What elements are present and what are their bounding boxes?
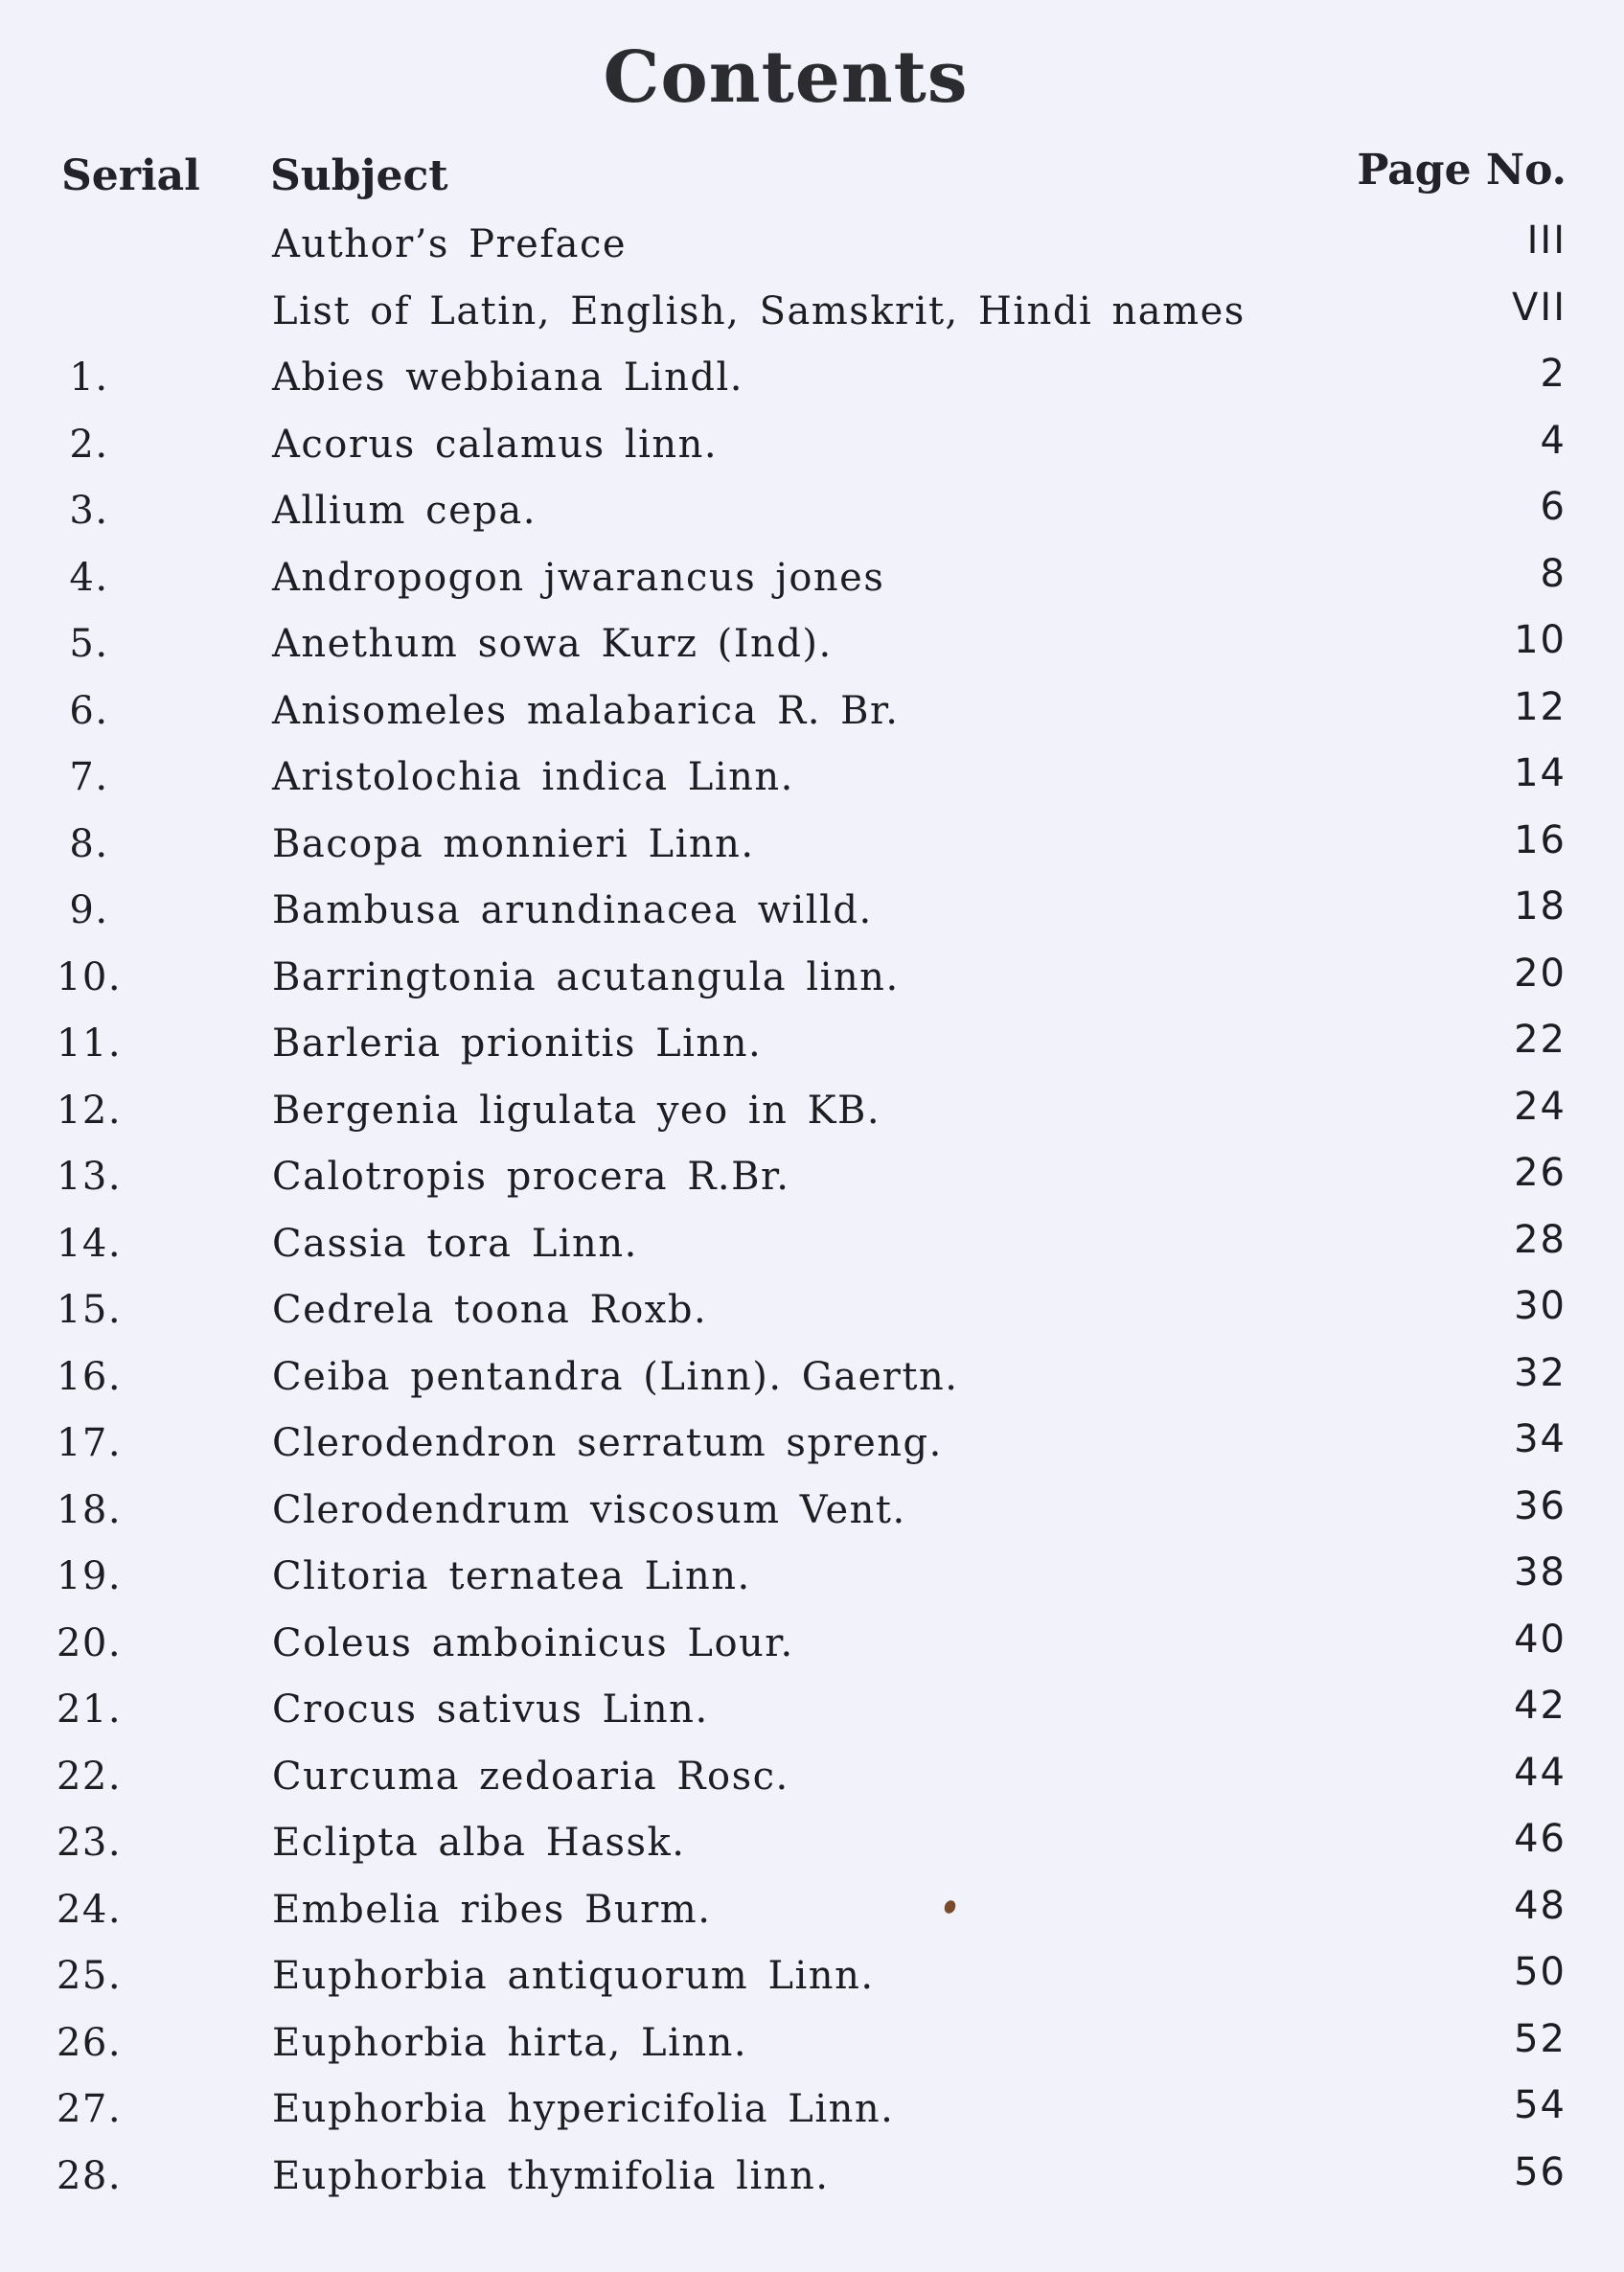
page-number: 52 [1514, 2016, 1567, 2061]
subject-text: Ceiba pentandra (Linn). Gaertn. [272, 1354, 959, 1399]
contents-row [0, 344, 1624, 411]
serial-number: 4. [69, 555, 109, 600]
contents-row [0, 1743, 1624, 1810]
contents-row [0, 1343, 1624, 1411]
serial-number: 23. [56, 1821, 123, 1865]
page-number: VII [1512, 285, 1567, 330]
page-number: 24 [1514, 1084, 1567, 1129]
contents-row [0, 411, 1624, 478]
contents-row [0, 477, 1624, 544]
subject-text: Cassia tora Linn. [272, 1221, 638, 1266]
serial-number: 18. [56, 1487, 123, 1532]
contents-row [0, 744, 1624, 811]
subject-text: Euphorbia thymifolia linn. [272, 2153, 830, 2198]
contents-row [0, 1676, 1624, 1743]
page-number: 14 [1514, 751, 1567, 795]
serial-number: 22. [56, 1754, 123, 1799]
subject-text: Barringtonia acutangula linn. [272, 954, 900, 999]
page-number: 48 [1514, 1883, 1567, 1928]
page-number: 38 [1514, 1550, 1567, 1595]
contents-row [0, 1143, 1624, 1210]
serial-number: 7. [69, 755, 109, 799]
column-header-serial: Serial [61, 151, 200, 200]
subject-text: Curcuma zedoaria Rosc. [272, 1754, 789, 1799]
contents-row [0, 677, 1624, 745]
serial-number: 13. [56, 1155, 123, 1199]
page-number: 40 [1514, 1617, 1567, 1662]
serial-number: 11. [56, 1021, 123, 1066]
page-number: 10 [1514, 618, 1567, 662]
contents-row [0, 544, 1624, 611]
contents-row [0, 944, 1624, 1011]
column-header-subject: Subject [270, 151, 448, 200]
contents-row [0, 1010, 1624, 1077]
page-number: 44 [1514, 1750, 1567, 1795]
subject-text: Andropogon jwarancus jones [272, 555, 885, 600]
page-number: 18 [1514, 884, 1567, 929]
page-number: 32 [1514, 1350, 1567, 1395]
serial-number: 21. [56, 1687, 123, 1732]
subject-text: Embelia ribes Burm. [272, 1887, 712, 1932]
contents-row [0, 1077, 1624, 1144]
page-number: 12 [1514, 684, 1567, 729]
subject-text: Bambusa arundinacea willd. [272, 888, 873, 932]
serial-number: 3. [69, 489, 109, 533]
page-number: 8 [1540, 551, 1567, 596]
subject-text: Euphorbia hirta, Linn. [272, 2020, 748, 2065]
page-number: 50 [1514, 1950, 1567, 1994]
contents-row [0, 1477, 1624, 1544]
serial-number: 2. [69, 422, 109, 467]
contents-row [0, 1210, 1624, 1277]
subject-text: Eclipta alba Hassk. [272, 1821, 686, 1865]
subject-text: Author’s Preface [272, 222, 628, 266]
serial-number: 10. [56, 954, 123, 999]
subject-text: Bacopa monnieri Linn. [272, 821, 755, 866]
page-number: 4 [1540, 418, 1567, 463]
contents-list [0, 211, 1624, 2209]
serial-number: 17. [56, 1421, 123, 1465]
subject-text: Acorus calamus linn. [272, 422, 719, 467]
page-title: Contents [603, 36, 969, 119]
subject-text: Crocus sativus Linn. [272, 1687, 709, 1732]
contents-row [0, 278, 1624, 345]
page-number: 46 [1514, 1817, 1567, 1861]
contents-row [0, 211, 1624, 278]
contents-row [0, 2143, 1624, 2210]
subject-text: Cedrela toona Roxb. [272, 1288, 708, 1332]
serial-number: 14. [56, 1221, 123, 1266]
subject-text: List of Latin, English, Samskrit, Hindi names [272, 288, 1246, 333]
contents-row [0, 1876, 1624, 1943]
serial-number: 9. [69, 888, 109, 932]
contents-row [0, 2009, 1624, 2077]
subject-text: Anethum sowa Kurz (Ind). [272, 622, 833, 666]
contents-row [0, 1276, 1624, 1343]
serial-number: 1. [69, 356, 109, 400]
page-number: 6 [1540, 485, 1567, 529]
page-number: 36 [1514, 1483, 1567, 1528]
page-number: 28 [1514, 1217, 1567, 1262]
page-number: 2 [1540, 352, 1567, 396]
subject-text: Clitoria ternatea Linn. [272, 1554, 751, 1598]
page-number: 22 [1514, 1018, 1567, 1062]
serial-number: 19. [56, 1554, 123, 1598]
contents-row [0, 877, 1624, 944]
page-number: 20 [1514, 951, 1567, 996]
subject-text: Anisomeles malabarica R. Br. [272, 688, 900, 733]
serial-number: 26. [56, 2020, 123, 2065]
page-number: 26 [1514, 1151, 1567, 1195]
subject-text: Euphorbia antiquorum Linn. [272, 1954, 875, 1998]
serial-number: 25. [56, 1954, 123, 1998]
page-number: 34 [1514, 1417, 1567, 1461]
subject-text: Calotropis procera R.Br. [272, 1155, 790, 1199]
serial-number: 5. [69, 622, 109, 666]
contents-row [0, 610, 1624, 677]
serial-number: 8. [69, 821, 109, 866]
serial-number: 6. [69, 688, 109, 733]
contents-row [0, 2076, 1624, 2143]
serial-number: 28. [56, 2153, 123, 2198]
page-number: 16 [1514, 817, 1567, 862]
serial-number: 16. [56, 1354, 123, 1399]
contents-row [0, 1543, 1624, 1610]
contents-row [0, 811, 1624, 878]
serial-number: 15. [56, 1288, 123, 1332]
contents-row [0, 1410, 1624, 1477]
serial-number: 20. [56, 1620, 123, 1665]
page-number: III [1526, 218, 1567, 263]
subject-text: Bergenia ligulata yeo in KB. [272, 1088, 881, 1133]
serial-number: 24. [56, 1887, 123, 1932]
subject-text: Clerodendrum viscosum Vent. [272, 1487, 906, 1532]
column-header-page: Page No. [1357, 146, 1567, 195]
page-number: 30 [1514, 1284, 1567, 1328]
contents-row [0, 1942, 1624, 2009]
subject-text: Barleria prionitis Linn. [272, 1021, 763, 1066]
page-number: 42 [1514, 1684, 1567, 1728]
subject-text: Allium cepa. [272, 489, 537, 533]
subject-text: Euphorbia hypericifolia Linn. [272, 2087, 895, 2131]
serial-number: 27. [56, 2087, 123, 2131]
subject-text: Aristolochia indica Linn. [272, 755, 794, 799]
page-number: 56 [1514, 2149, 1567, 2194]
subject-text: Coleus amboinicus Lour. [272, 1620, 794, 1665]
page-number: 54 [1514, 2083, 1567, 2127]
serial-number: 12. [56, 1088, 123, 1133]
subject-text: Abies webbiana Lindl. [272, 356, 744, 400]
contents-row [0, 1610, 1624, 1677]
table-header [0, 144, 1624, 211]
subject-text: Clerodendron serratum spreng. [272, 1421, 943, 1465]
contents-row [0, 1809, 1624, 1876]
